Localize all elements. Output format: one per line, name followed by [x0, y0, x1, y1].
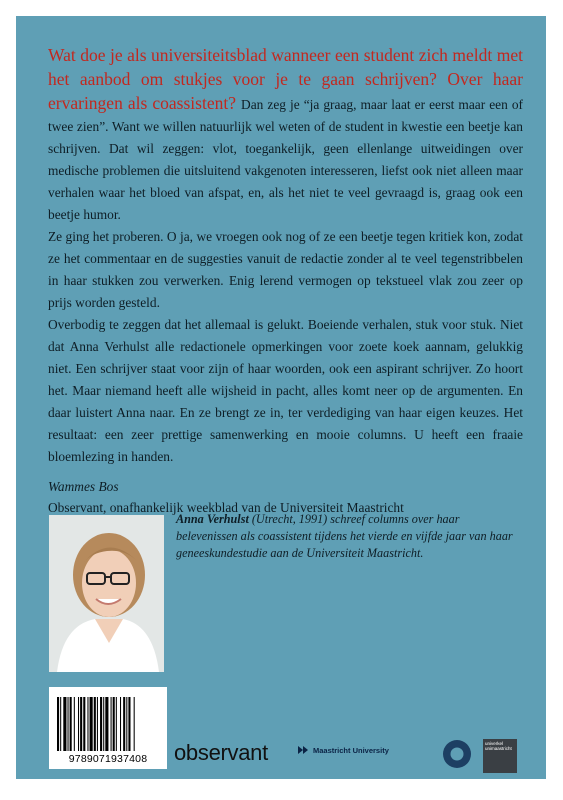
barcode-bars [57, 697, 159, 751]
blurb-paragraph-1 [48, 44, 523, 226]
maastricht-university-icon [298, 744, 310, 756]
author-bio [176, 511, 521, 562]
author-name: Anna Verhulst [176, 512, 249, 526]
blurb-paragraph-1-rest: Dan zeg je “ja graag, maar laat er eerst maar een of twee zien”. Want we willen natuurlijk wel weten of de student in kwestie een beetje kan schrijven. Dat wil zeggen: vlot, toegankelijk, geen ellenlange uitweidingen over medische problemen die uitsluitend vakgenoten interesseren, liefst ook niet alleen maar verhalen waar het bloed van afspat, en, als het niet te veel gevraagd is, graag ook een beetje humor. [48, 97, 523, 222]
author-bio-text: (Utrecht, 1991) schreef columns over haar belevenissen als coassistent tijdens het vierde en vijfde jaar van haar geneeskundestudie aan de Universiteit Maastricht. [176, 512, 513, 560]
blurb-paragraph-3: Overbodig te zeggen dat het allemaal is gelukt. Boeiende verhalen, stuk voor stuk. Niet dat Anna Verhulst alle redactionele opmerkingen voor zoete koek aannam, gelukkig niet. Een schrijver staat voor zijn of haar woorden, ook een aspirant schrijver. Zo hoort het. Maar niemand heeft alle wijsheid in pacht, alles komt neer op de argumenten. En daar luistert Anna naar. En ze brengt ze in, ter verdediging van haar eigen keuzes. Het resultaat: een zeer prettige samenwerking en mooie columns. U heeft een fraaie bloemlezing in handen. [48, 317, 523, 464]
square-text-line-2: unimaastricht [485, 746, 512, 751]
maastricht-university-logo [298, 744, 389, 756]
signature-name: Wammes Bos [48, 479, 119, 494]
blurb-paragraph-2: Ze ging het proberen. O ja, we vroegen ook nog of ze een beetje tegen kritiek kon, zodat ze het commentaar en de suggesties vanuit de redactie zonder al te veel tegenstribbelen in haar stukken zou verwerken. Enig lerend vermogen op tekstueel vlak zou zeer op prijs worden gesteld. [48, 229, 523, 310]
barcode [49, 687, 167, 769]
back-cover [16, 16, 546, 779]
publisher-square-text [485, 741, 512, 751]
blurb-text [48, 44, 523, 468]
maastricht-university-label: Maastricht University [313, 745, 389, 755]
signature-organization: Observant, onafhankelijk weekblad van de Universiteit Maastricht [48, 500, 404, 515]
isbn-number: 9789071937408 [68, 753, 148, 765]
observant-logo: observant [174, 740, 268, 765]
author-photo [49, 515, 164, 672]
publisher-square-logo [483, 739, 517, 773]
publisher-circle-logo [442, 739, 472, 769]
author-portrait-drawing [49, 515, 164, 672]
square-text-line-1: univerkel [485, 741, 504, 746]
blurb-lead: Wat doe je als universiteitsblad wanneer een student zich meldt met het aanbod om stukjes voor je te gaan schrijven? Over haar ervaringen als coassistent? [48, 45, 523, 113]
